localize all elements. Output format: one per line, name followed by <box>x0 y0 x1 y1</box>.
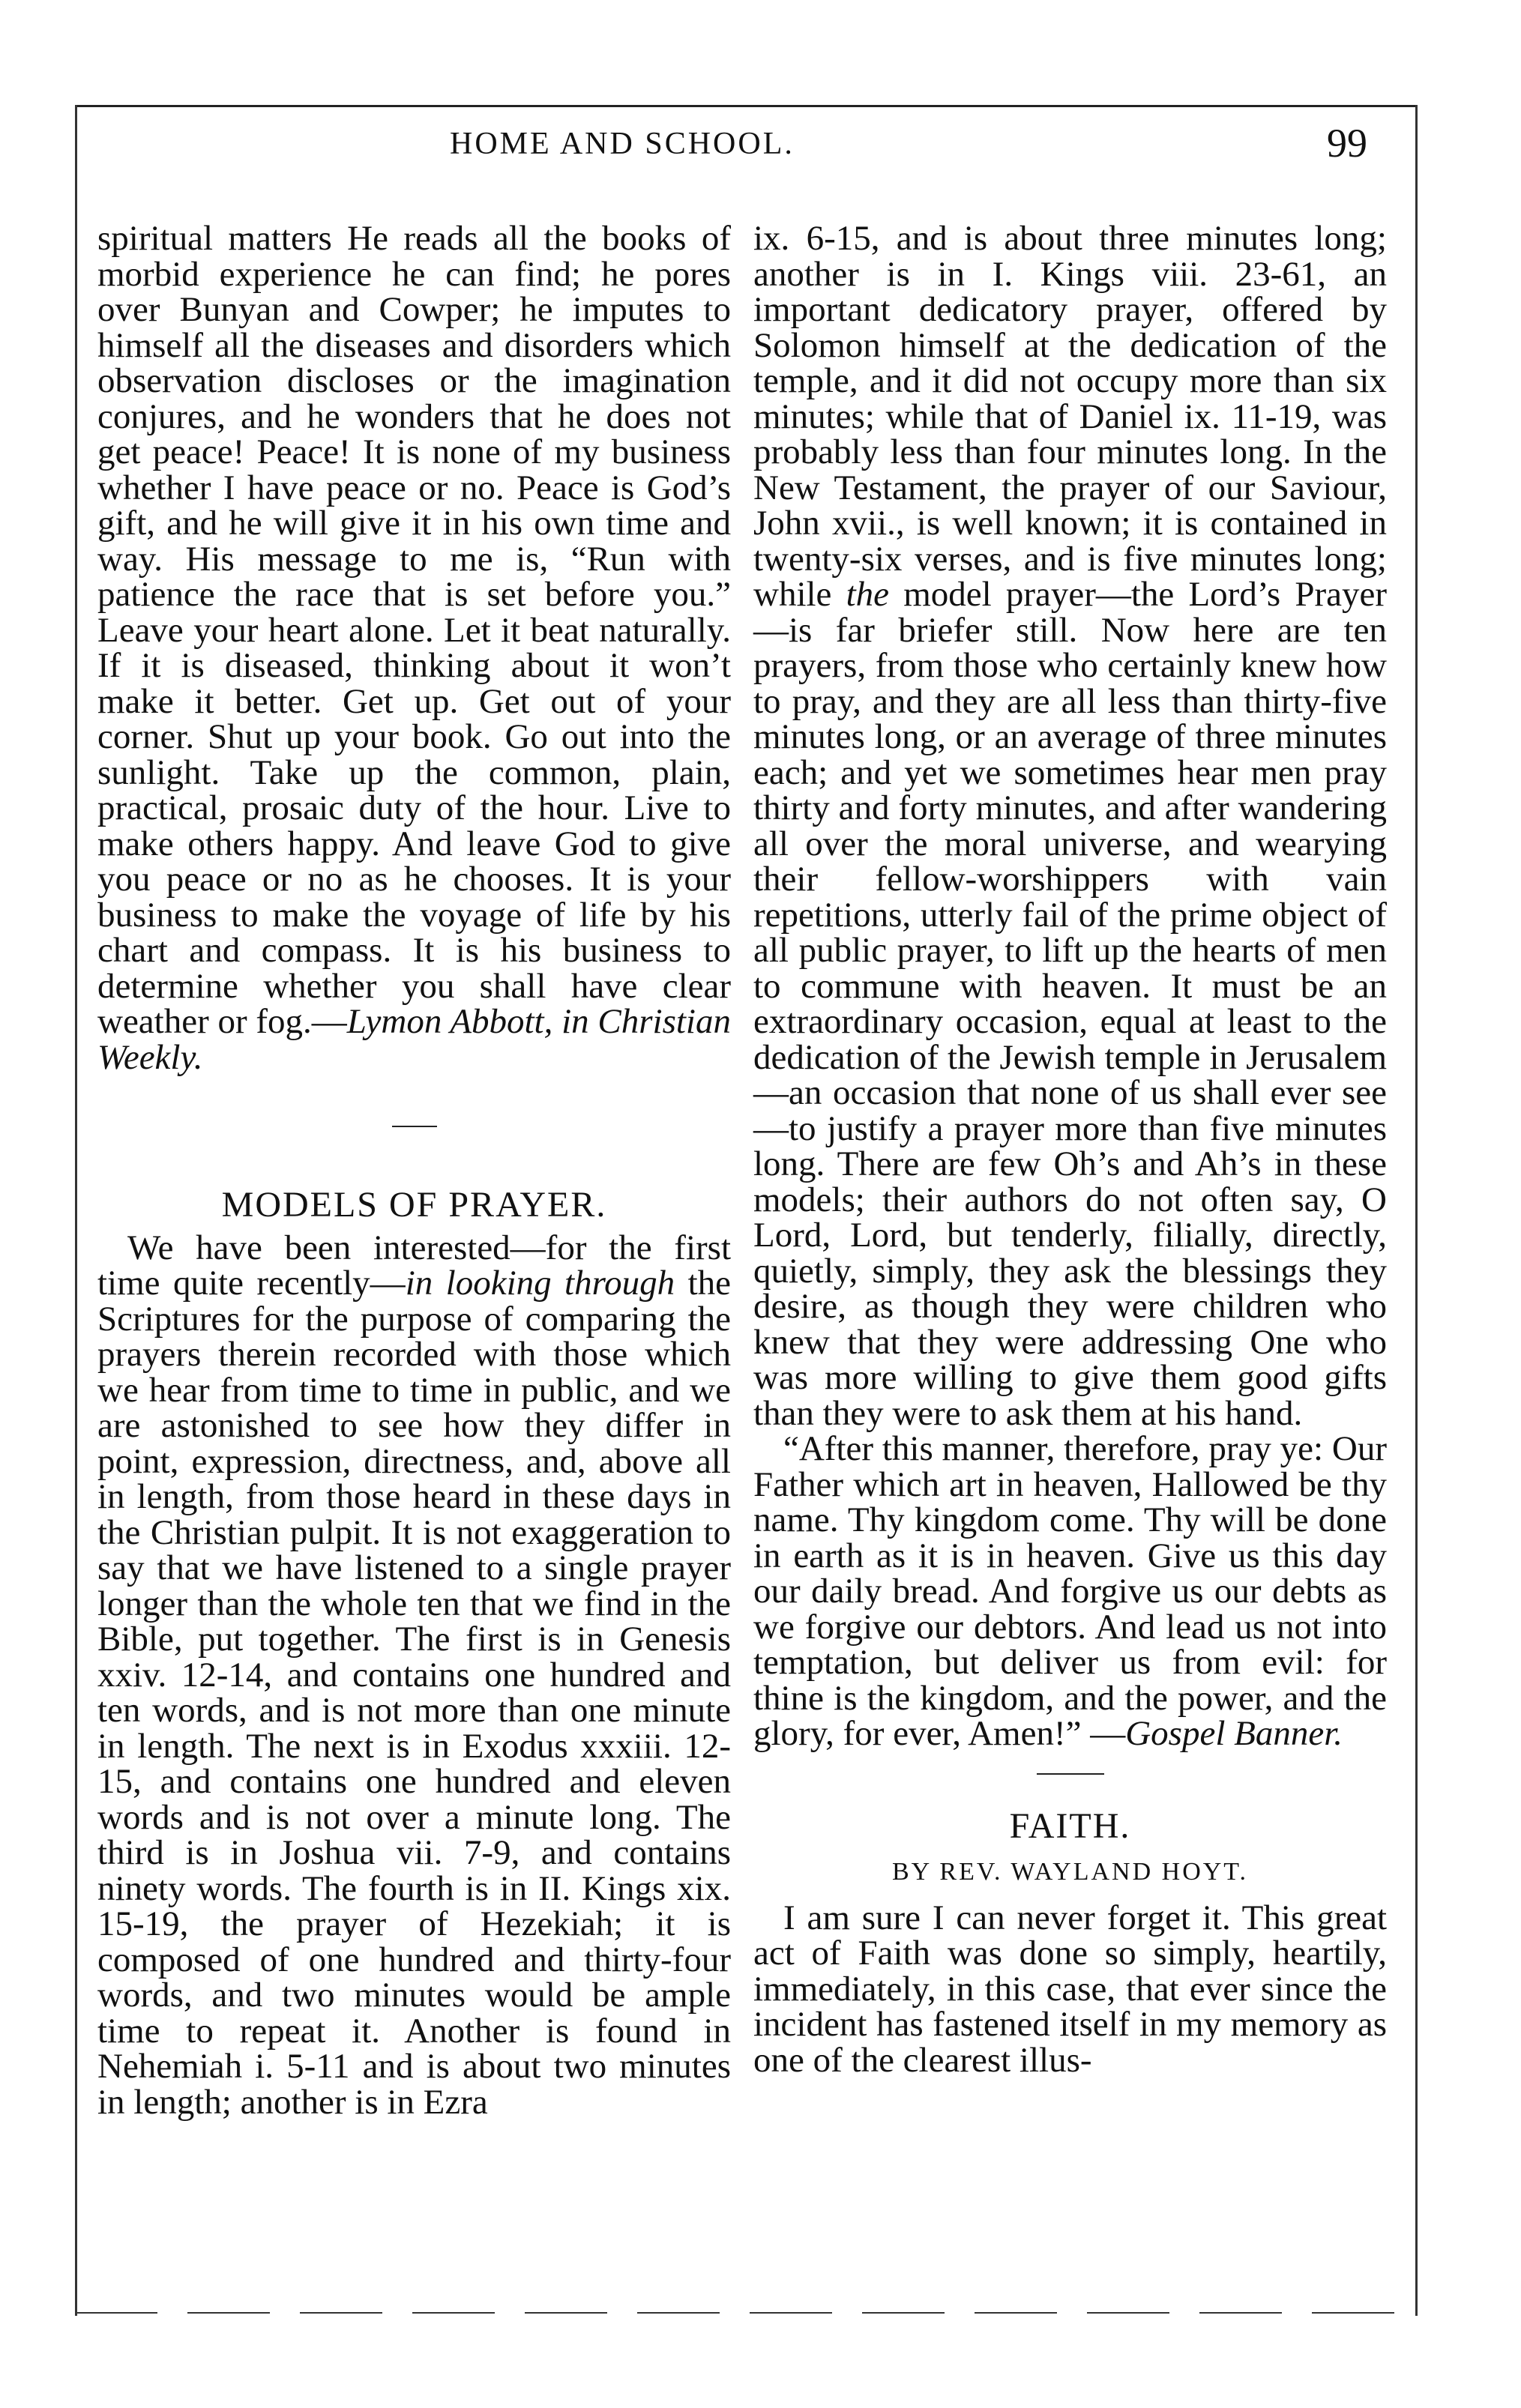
lords-prayer-paragraph: “After this manner, therefore, pray ye: Our Father which art in heaven, Hallowed be thy name. Thy kingdom come. Thy will be done in earth as it is in heaven. Give us this day our daily bread. And forgive us our debts as we forgive our debtors. And lead us not into temptation, but deliver us from evil: for thine is the kingdom, and the power, and the glory, for ever, Amen!” —Gospel Banner. <box>753 1429 1387 1753</box>
spacer <box>753 1775 1387 1808</box>
prayer-continuation-paragraph: ix. 6-15, and is about three minutes long; another is in I. Kings viii. 23-61, an important dedicatory prayer, offered by Solomon himself at the dedication of the temple, and it did not occupy more than six minutes; while that of Daniel ix. 11-19, was probably less than four minutes long. In the New Testament, the prayer of our Saviour, John xvii., is well known; it is contained in twenty-six verses, and is five minutes long; while the model prayer—the Lord’s Prayer—is far briefer still. Now here are ten prayers, from those who certainly knew how to pray, and they are all less than thirty-five minutes long, or an average of three minutes each; and yet we sometimes hear men pray thirty and forty minutes, and after wandering all over the moral universe, and wearying their fellow-worshippers with vain repetitions, utterly fail of the prime object of all public prayer, to lift up the hearts of men to commune with heaven. It must be an extraordinary occasion, equal at least to the dedication of the Jewish temple in Jerusalem—an occasion that none of us shall ever see—to justify a prayer more than five minutes long. There are few Oh’s and Ah’s in these models; their authors do not often say, O Lord, Lord, but tenderly, filially, directly, quietly, simply, they ask the blessings they desire, as though they were children who knew that they were addressing One who was more willing to give them good gifts than they were to ask them at his hand. <box>753 219 1387 1433</box>
abbott-paragraph <box>97 221 731 1075</box>
spacer <box>97 1127 731 1187</box>
bottom-rule <box>75 2312 1417 2314</box>
right-column <box>753 221 1387 2078</box>
right-rule <box>1415 105 1418 2316</box>
faith-title: FAITH. <box>1009 1805 1131 1846</box>
gospel-banner-source: Gospel Banner. <box>1125 1714 1343 1753</box>
spacer <box>97 1075 731 1111</box>
faith-byline: BY REV. WAYLAND HOYT. <box>891 1858 1249 1886</box>
abbott-text: spiritual matters He reads all the books of morbid experience he can find; he pores over Bunyan and Cowper; he imputes to himself all the diseases and disorders which observation discloses or the imagination conjures, and he wonders that he does not get peace! Peace! It is none of my business whether I have peace or no. Peace is God’s gift, and he will give it in his own time and way. His message to me is, “Run with patience the race that is set before you.” Leave your heart alone. Let it beat naturally. If it is diseased, thinking about it won’t make it better. Get up. Get out of your corner. Shut up your book. Go out into the sunlight. Take up the common, plain, practical, prosaic duty of the hour. Live to make others happy. And leave God to give you peace or no as he chooses. It is your business to make the voyage of life by his chart and compass. It is his business to determine whether you shall have clear weather or fog.— <box>97 219 731 1041</box>
faith-paragraph: I am sure I can never forget it. This great act of Faith was done so simply, heartily, immediately, in this case, that ever since the incident has fastened itself in my memory as one of the clearest illus- <box>753 1898 1387 2080</box>
page-number: 99 <box>1327 121 1367 166</box>
models-paragraph: We have been interested—for the first time quite recently—in looking through the Scriptures for the purpose of comparing the prayers therein recorded with those which we hear from time to time in public, and we are astonished to see how they differ in point, expression, directness, and, above all in length, from those heard in these days in the Christian pulpit. It is not exaggeration to say that we have listened to a single prayer longer than the whole ten that we find in the Bible, put together. The first is in Genesis xxiv. 12-14, and contains one hundred and ten words, and is not more than one minute in length. The next is in Exodus xxxiii. 12-15, and contains one hundred and eleven words and is not over a minute long. The third is in Joshua vii. 7-9, and contains ninety words. The fourth is in II. Kings xix. 15-19, the prayer of Hezekiah; it is composed of one hundred and thirty-four words, and two minutes would be ample time to repeat it. Another is found in Nehemiah i. 5-11 and is about two minutes in length; another is in Ezra <box>97 1228 731 2122</box>
running-head: HOME AND SCHOOL. <box>450 127 795 161</box>
left-rule <box>75 105 77 2316</box>
left-column <box>97 221 731 2120</box>
models-of-prayer-title: MODELS OF PRAYER. <box>221 1185 607 1225</box>
abbott-source: Lymon Abbott, in Christian Weekly. <box>97 1002 731 1077</box>
top-rule <box>75 105 1417 107</box>
